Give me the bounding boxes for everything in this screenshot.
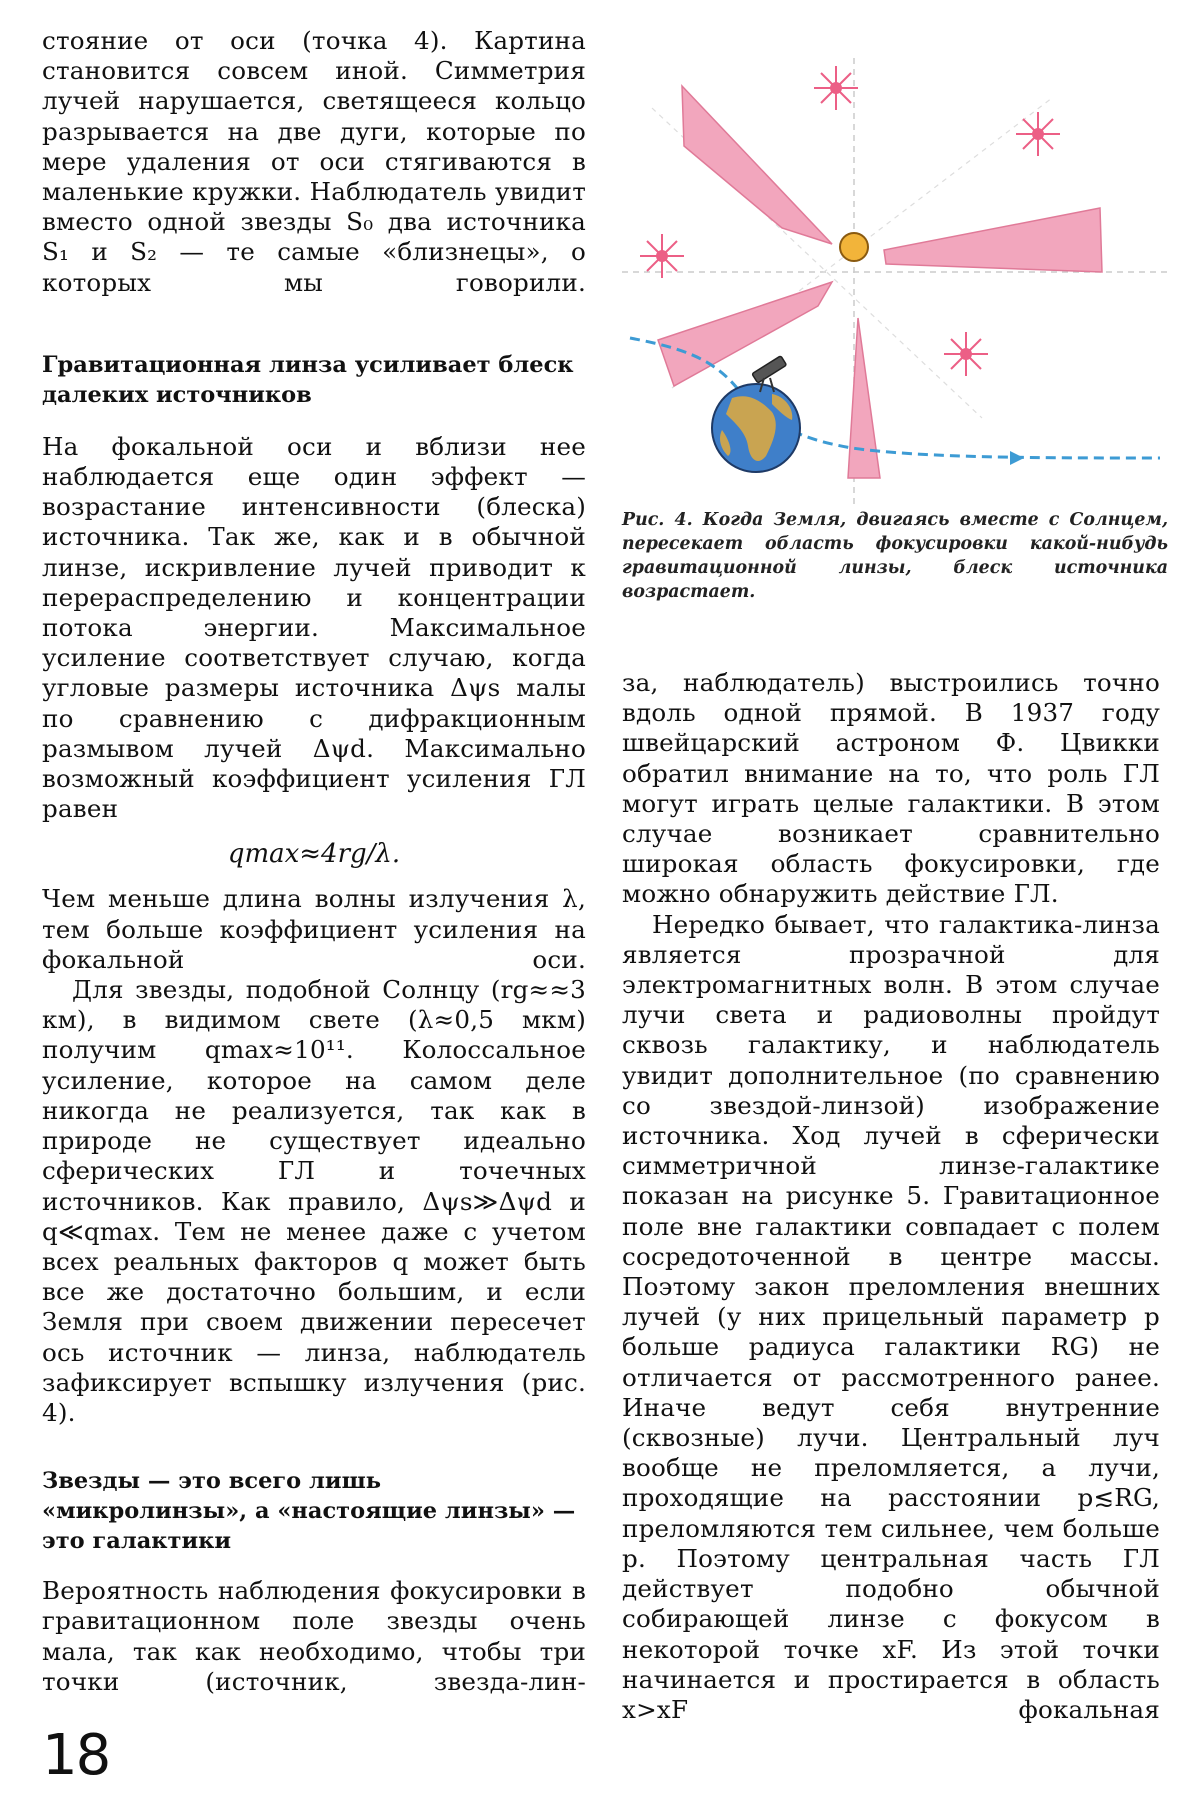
star-icon xyxy=(814,66,858,110)
zwicky-paragraph: за, наблюдатель) выстроились точно вдоль одной прямой. В 1937 году швейцарский астроном Ф. Цвикки обратил внимание на то, что роль ГЛ могут играть целые галактики. В этом случае возникает сравнительно широкая область фокусировки, где можно обнаружить действие ГЛ. xyxy=(622,668,1160,909)
probability-paragraph: Вероятность наблюдения фокусировки в гравитационном поле звезды очень мала, так как необходимо, чтобы три точки (источник, звезда-лин- xyxy=(42,1576,586,1696)
star-icon xyxy=(1016,112,1060,156)
focus-cone-bottom xyxy=(848,318,880,478)
right-column xyxy=(622,668,1160,1725)
page-number: 18 xyxy=(42,1723,110,1788)
orbit-arrow-icon xyxy=(1010,451,1024,465)
sun-icon xyxy=(840,233,868,261)
left-column xyxy=(42,26,586,1697)
earth-icon xyxy=(712,384,800,472)
focus-cone-left xyxy=(658,282,832,386)
sun-example-paragraph: Для звезды, подобной Солнцу (rg≈≈3 км), в видимом свете (λ≈0,5 мкм) получим qmax≈10¹¹. Колоссальное усиление, которое на самом деле никогда не реализуется, так как в природе не существует идеально сферических ГЛ и точечных источников. Как правило, Δψs≫Δψd и q≪qmax. Тем не менее даже с учетом всех реальных факторов q может быть все же достаточно большим, и если Земля при своем движении пересечет ось источник — линза, наблюдатель зафиксирует вспышку излучения (рис. 4). xyxy=(42,975,586,1427)
focusing-diagram xyxy=(622,58,1170,504)
galaxy-lens-paragraph: Нередко бывает, что галактика-линза является прозрачной для электромагнитных волн. В этом случае лучи света и радиоволны пройдут сквозь галактику, и наблюдатель увидит дополнительное (по сравнению со звездой-линзой) изображение источника. Ход лучей в сферически симметричной линзе-галактике показан на рисунке 5. Гравитационное поле вне галактики совпадает с полем сосредоточенной в центре массы. Поэтому закон преломления внешних лучей (у них прицельный параметр p больше радиуса галактики RG) не отличается от рассмотренного ранее. Иначе ведут себя внутренние (сквозные) лучи. Центральный луч вообще не преломляется, а лучи, проходящие на расстоянии p≲RG, преломляются тем сильнее, чем больше p. Поэтому центральная часть ГЛ действует подобно обычной собирающей линзе с фокусом в некоторой точке xF. Из этой точки начинается и простирается в область x>xF фокальная xyxy=(622,909,1160,1724)
figure-caption: Рис. 4. Когда Земля, двигаясь вместе с Солнцем, пересекает область фокусировки какой-нибудь гравитационной линзы, блеск источника возрастает. xyxy=(622,510,1168,602)
amplification-formula: qmax≈4rg/λ. xyxy=(227,839,401,870)
focus-cone-upper-left xyxy=(682,86,832,244)
wavelength-paragraph: Чем меньше длина волны излучения λ, тем больше коэффициент усиления на фокальной оси. xyxy=(42,884,586,974)
focal-axis-paragraph: На фокальной оси и вблизи нее наблюдается еще один эффект — возрастание интенсивности (блеска) источника. Так же, как и в обычной линзе, искривление лучей приводит к перераспределению и концентрации потока энергии. Максимальное усиление соответствует случаю, когда угловые размеры источника Δψs малы по сравнению с дифракционным размывом лучей Δψd. Максимально возможный коэффициент усиления ГЛ равен xyxy=(42,431,586,824)
heading-gravitational-lens: Гравитационная линза усиливает блеск далеких источников xyxy=(42,351,574,408)
heading-microlenses: Звезды — это всего лишь «микролинзы», а «настоящие линзы» — это галактики xyxy=(42,1468,576,1555)
focus-cone-right xyxy=(884,208,1102,272)
intro-paragraph: стояние от оси (точка 4). Картина становится совсем иной. Симметрия лучей нарушается, светящееся кольцо разрывается на две дуги, которые по мере удаления от оси стягиваются в маленькие кружки. Наблюдатель увидит вместо одной звезды S₀ два источника S₁ и S₂ — те самые «близнецы», о которых мы говорили. xyxy=(42,26,586,297)
star-icon xyxy=(944,332,988,376)
figure-4 xyxy=(622,58,1170,504)
